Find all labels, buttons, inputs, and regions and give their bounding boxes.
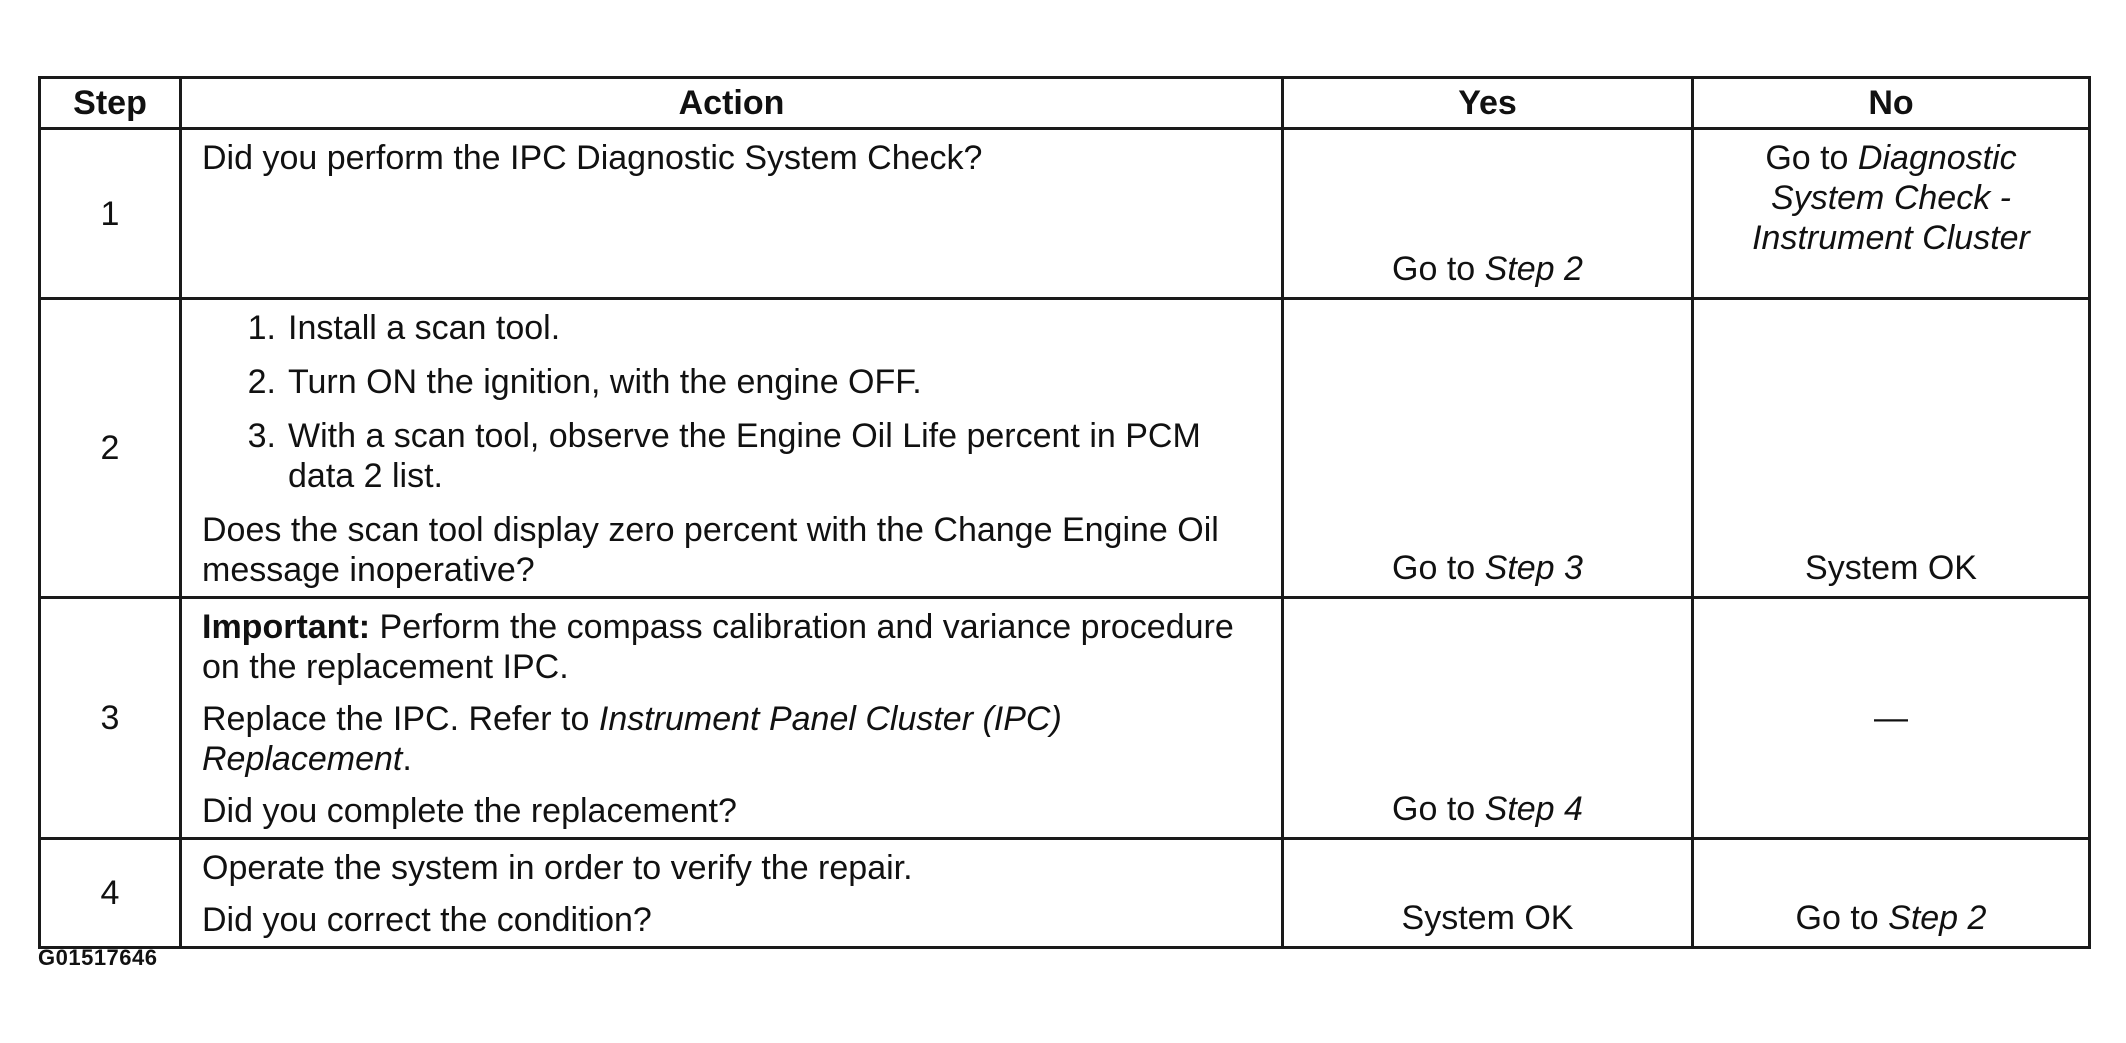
yes-prefix: Go to [1392,549,1485,587]
no-prefix: Go to [1795,899,1889,937]
list-item-text: With a scan tool, observe the Engine Oil Life percent in PCM data 2 list. [288,417,1201,495]
no-cell: System OK [1693,299,2090,598]
replace-instruction [202,699,1261,779]
action-instruction: Operate the system in order to verify the repair. [202,849,913,887]
list-item [202,362,1261,402]
step-number: 2 [40,299,181,598]
yes-step-link[interactable]: Step 2 [1484,250,1583,288]
yes-prefix: Go to [1392,250,1485,288]
diagnostic-table [38,76,2091,949]
no-dash: — [1874,699,1908,737]
header-action: Action [181,78,1283,129]
action-question: Did you correct the condition? [202,901,652,939]
procedure-list [202,308,1261,496]
step-number: 1 [40,129,181,299]
table-row [40,129,2090,299]
figure-id: G01517646 [38,945,158,970]
yes-cell: System OK [1283,839,1693,948]
replace-prefix: Replace the IPC. Refer to [202,700,599,738]
yes-step-link[interactable]: Step 3 [1484,549,1583,587]
step-number: 4 [40,839,181,948]
no-cell [1693,839,2090,948]
replace-suffix: . [402,740,412,778]
list-item [202,416,1261,496]
header-no: No [1693,78,2090,129]
action-cell [181,129,1283,299]
action-cell [181,299,1283,598]
action-cell [181,839,1283,948]
yes-cell [1283,299,1693,598]
action-question: Did you complete the replacement? [202,792,737,830]
header-yes: Yes [1283,78,1693,129]
list-item-number: 1. [247,309,276,347]
action-cell [181,598,1283,839]
list-item-number: 2. [247,363,276,401]
no-cell [1693,129,2090,299]
important-note [202,607,1261,687]
important-label: Important: [202,608,371,646]
table-row [40,598,2090,839]
action-question: Does the scan tool display zero percent with the Change Engine Oil message inoperative? [202,511,1219,589]
header-step: Step [40,78,181,129]
replacement-reference-link[interactable]: Instrument Panel Cluster (IPC) Replacement [202,700,1062,778]
list-item-text: Install a scan tool. [288,309,561,347]
list-item [202,308,1261,348]
yes-cell [1283,129,1693,299]
yes-step-link[interactable]: Step 4 [1484,790,1583,828]
table-row [40,299,2090,598]
no-step-link[interactable]: Step 2 [1888,899,1987,937]
yes-cell [1283,598,1693,839]
table-row [40,839,2090,948]
table-header-row [40,78,2090,129]
action-question: Did you perform the IPC Diagnostic System Check? [202,139,983,177]
no-prefix: Go to [1765,139,1858,177]
list-item-text: Turn ON the ignition, with the engine OFF. [288,363,922,401]
important-text: Perform the compass calibration and variance procedure on the replacement IPC. [202,608,1234,686]
list-item-number: 3. [247,417,276,455]
yes-prefix: Go to [1392,790,1485,828]
step-number: 3 [40,598,181,839]
no-cell [1693,598,2090,839]
no-reference-link[interactable]: Diagnostic System Check - Instrument Cluster [1752,139,2030,257]
